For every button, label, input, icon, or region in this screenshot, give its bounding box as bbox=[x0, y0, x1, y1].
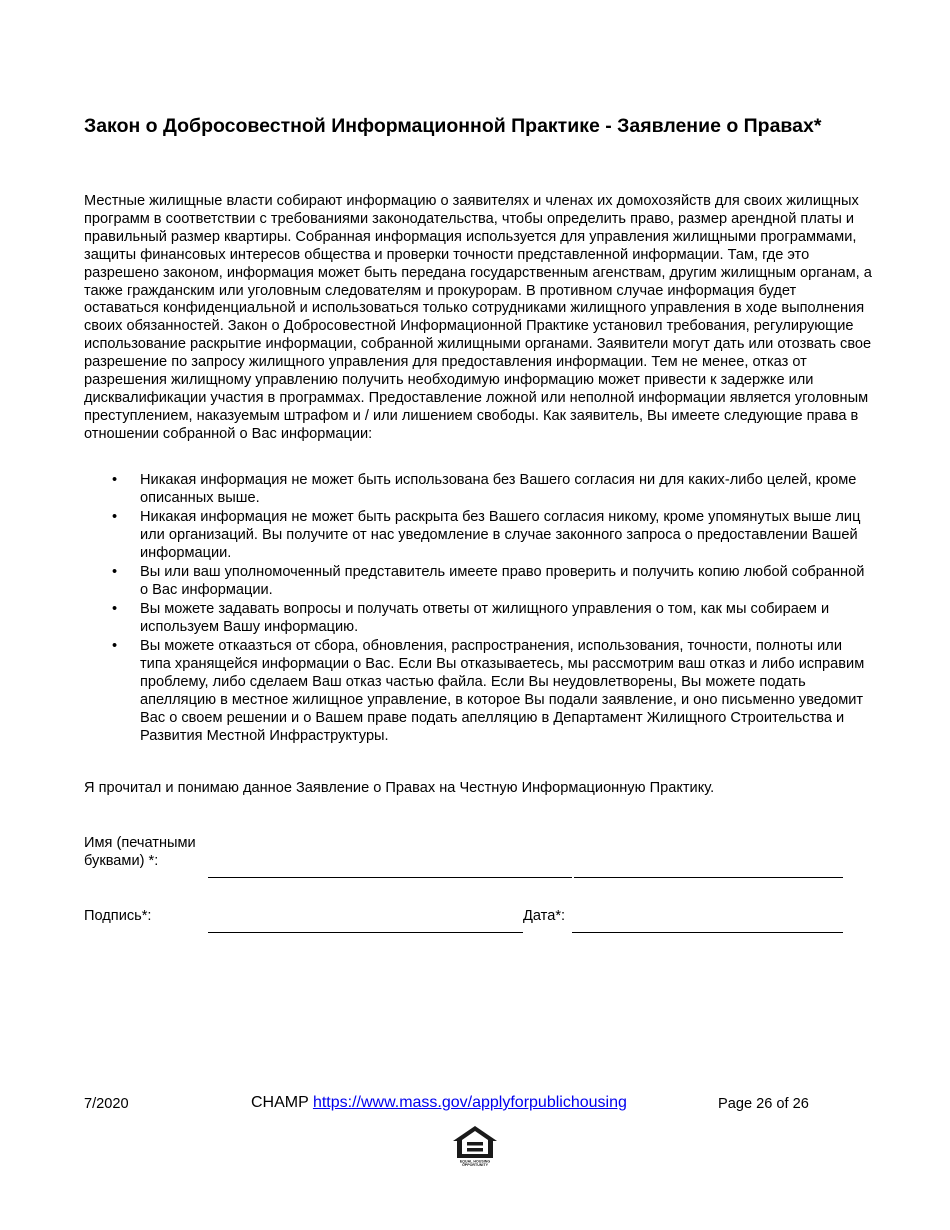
bullet-icon: • bbox=[112, 472, 118, 488]
bullet-icon: • bbox=[112, 601, 118, 617]
rights-list bbox=[84, 471, 874, 746]
acknowledgement-statement: Я прочитал и понимаю данное Заявление о Правах на Честную Информационную Практику. bbox=[84, 780, 715, 796]
list-item bbox=[84, 637, 874, 745]
bullet-icon: • bbox=[112, 564, 118, 580]
logo-text-bottom: OPPORTUNITY bbox=[462, 1162, 488, 1166]
page-title: Закон о Добросовестной Информационной Практике - Заявление о Правах* bbox=[84, 115, 822, 137]
list-item-text: Вы можете откаазться от сбора, обновления, распространения, использования, точности, полноты или типа хранящейся информации о Вас. Если Вы отказываетесь, мы рассмотрим ваш отказ и либо исправим проблему, либо сделаем Ваш отказ частью файла. Если Вы неудовлетворены, Вы можете подать апелляцию в местное жилищное управление, в которое Вы подали заявление, и оно письменно уведомит Вас о своем решении и о Вашем праве подать апелляцию в Департамент Жилищного Строительства и Развития Местной Инфраструктуры. bbox=[140, 638, 865, 744]
signature-field-label: Подпись*: bbox=[84, 908, 152, 924]
footer-date: 7/2020 bbox=[84, 1096, 129, 1112]
list-item-text: Вы можете задавать вопросы и получать ответы от жилищного управления о том, как мы собираем и используем Вашу информацию. bbox=[140, 601, 830, 635]
footer-program-name: CHAMP bbox=[251, 1094, 313, 1111]
list-item bbox=[84, 563, 874, 599]
list-item bbox=[84, 600, 874, 636]
list-item-text: Никакая информация не может быть использована без Вашего согласия ни для каких-либо целей, кроме описанных выше. bbox=[140, 472, 857, 506]
footer-program bbox=[251, 1093, 627, 1113]
apply-link[interactable]: https://www.mass.gov/applyforpublichousing bbox=[312, 1094, 627, 1111]
bullet-icon: • bbox=[112, 638, 118, 654]
bullet-icon: • bbox=[112, 509, 118, 525]
list-item bbox=[84, 508, 874, 562]
name-field[interactable] bbox=[208, 877, 572, 878]
intro-paragraph: Местные жилищные власти собирают информацию о заявителях и членах их домохозяйств для своих жилищных программ в соответствии с требованиями законодательства, чтобы определить право, размер арендной платы и правильный размер квартиры. Собранная информация используется для управления жилищными программами, защиты финансовых интересов общества и проверки точности представленной информации. Там, где это разрешено законом, информация может быть передана государственным агенствам, другим жилищным органам, а также гражданским или уголовным следователям и прокурорам. В противном случае информация будет оставаться конфиденциальной и использоваться только сотрудниками жилищного управления в ходе выполнения своих обязанностей. Закон о Добросовестной Информационной Практике установил требования, регулирующие использование раскрытие информации, собранной жилищными органами. Заявители могут дать или отозвать свое разрешение по запросу жилищного управления для предоставления информации. Тем не менее, отказ от разрешения жилищному управлению получить необходимую информацию может привести к задержке или дисквалификации участия в программах. Предоставление ложной или неполной информации является уголовным преступлением, наказуемым штрафом и / или лишением свободы. Как заявитель, Вы имеете следующие права в отношении собранной о Вас информации: bbox=[84, 193, 872, 442]
date-field[interactable] bbox=[572, 932, 843, 933]
page-number: Page 26 of 26 bbox=[718, 1096, 809, 1112]
name-field-label: Имя (печатными буквами) *: bbox=[84, 835, 196, 869]
list-item-text: Никакая информация не может быть раскрыта без Вашего согласия никому, кроме упомянутых выше лиц или организаций. Вы получите от нас уведомление в случае законного запроса о предоставлении Вашей информации. bbox=[140, 509, 861, 561]
equal-housing-opportunity-icon bbox=[451, 1124, 499, 1166]
signature-field[interactable] bbox=[208, 932, 523, 933]
date-field-label: Дата*: bbox=[523, 908, 566, 924]
logo-text-top: EQUAL HOUSING bbox=[459, 1159, 491, 1164]
list-item-text: Вы или ваш уполномоченный представитель имеете право проверить и получить копию любой собранной о Вас информации. bbox=[140, 564, 865, 598]
list-item bbox=[84, 471, 874, 507]
name-field-extension[interactable] bbox=[574, 877, 843, 878]
